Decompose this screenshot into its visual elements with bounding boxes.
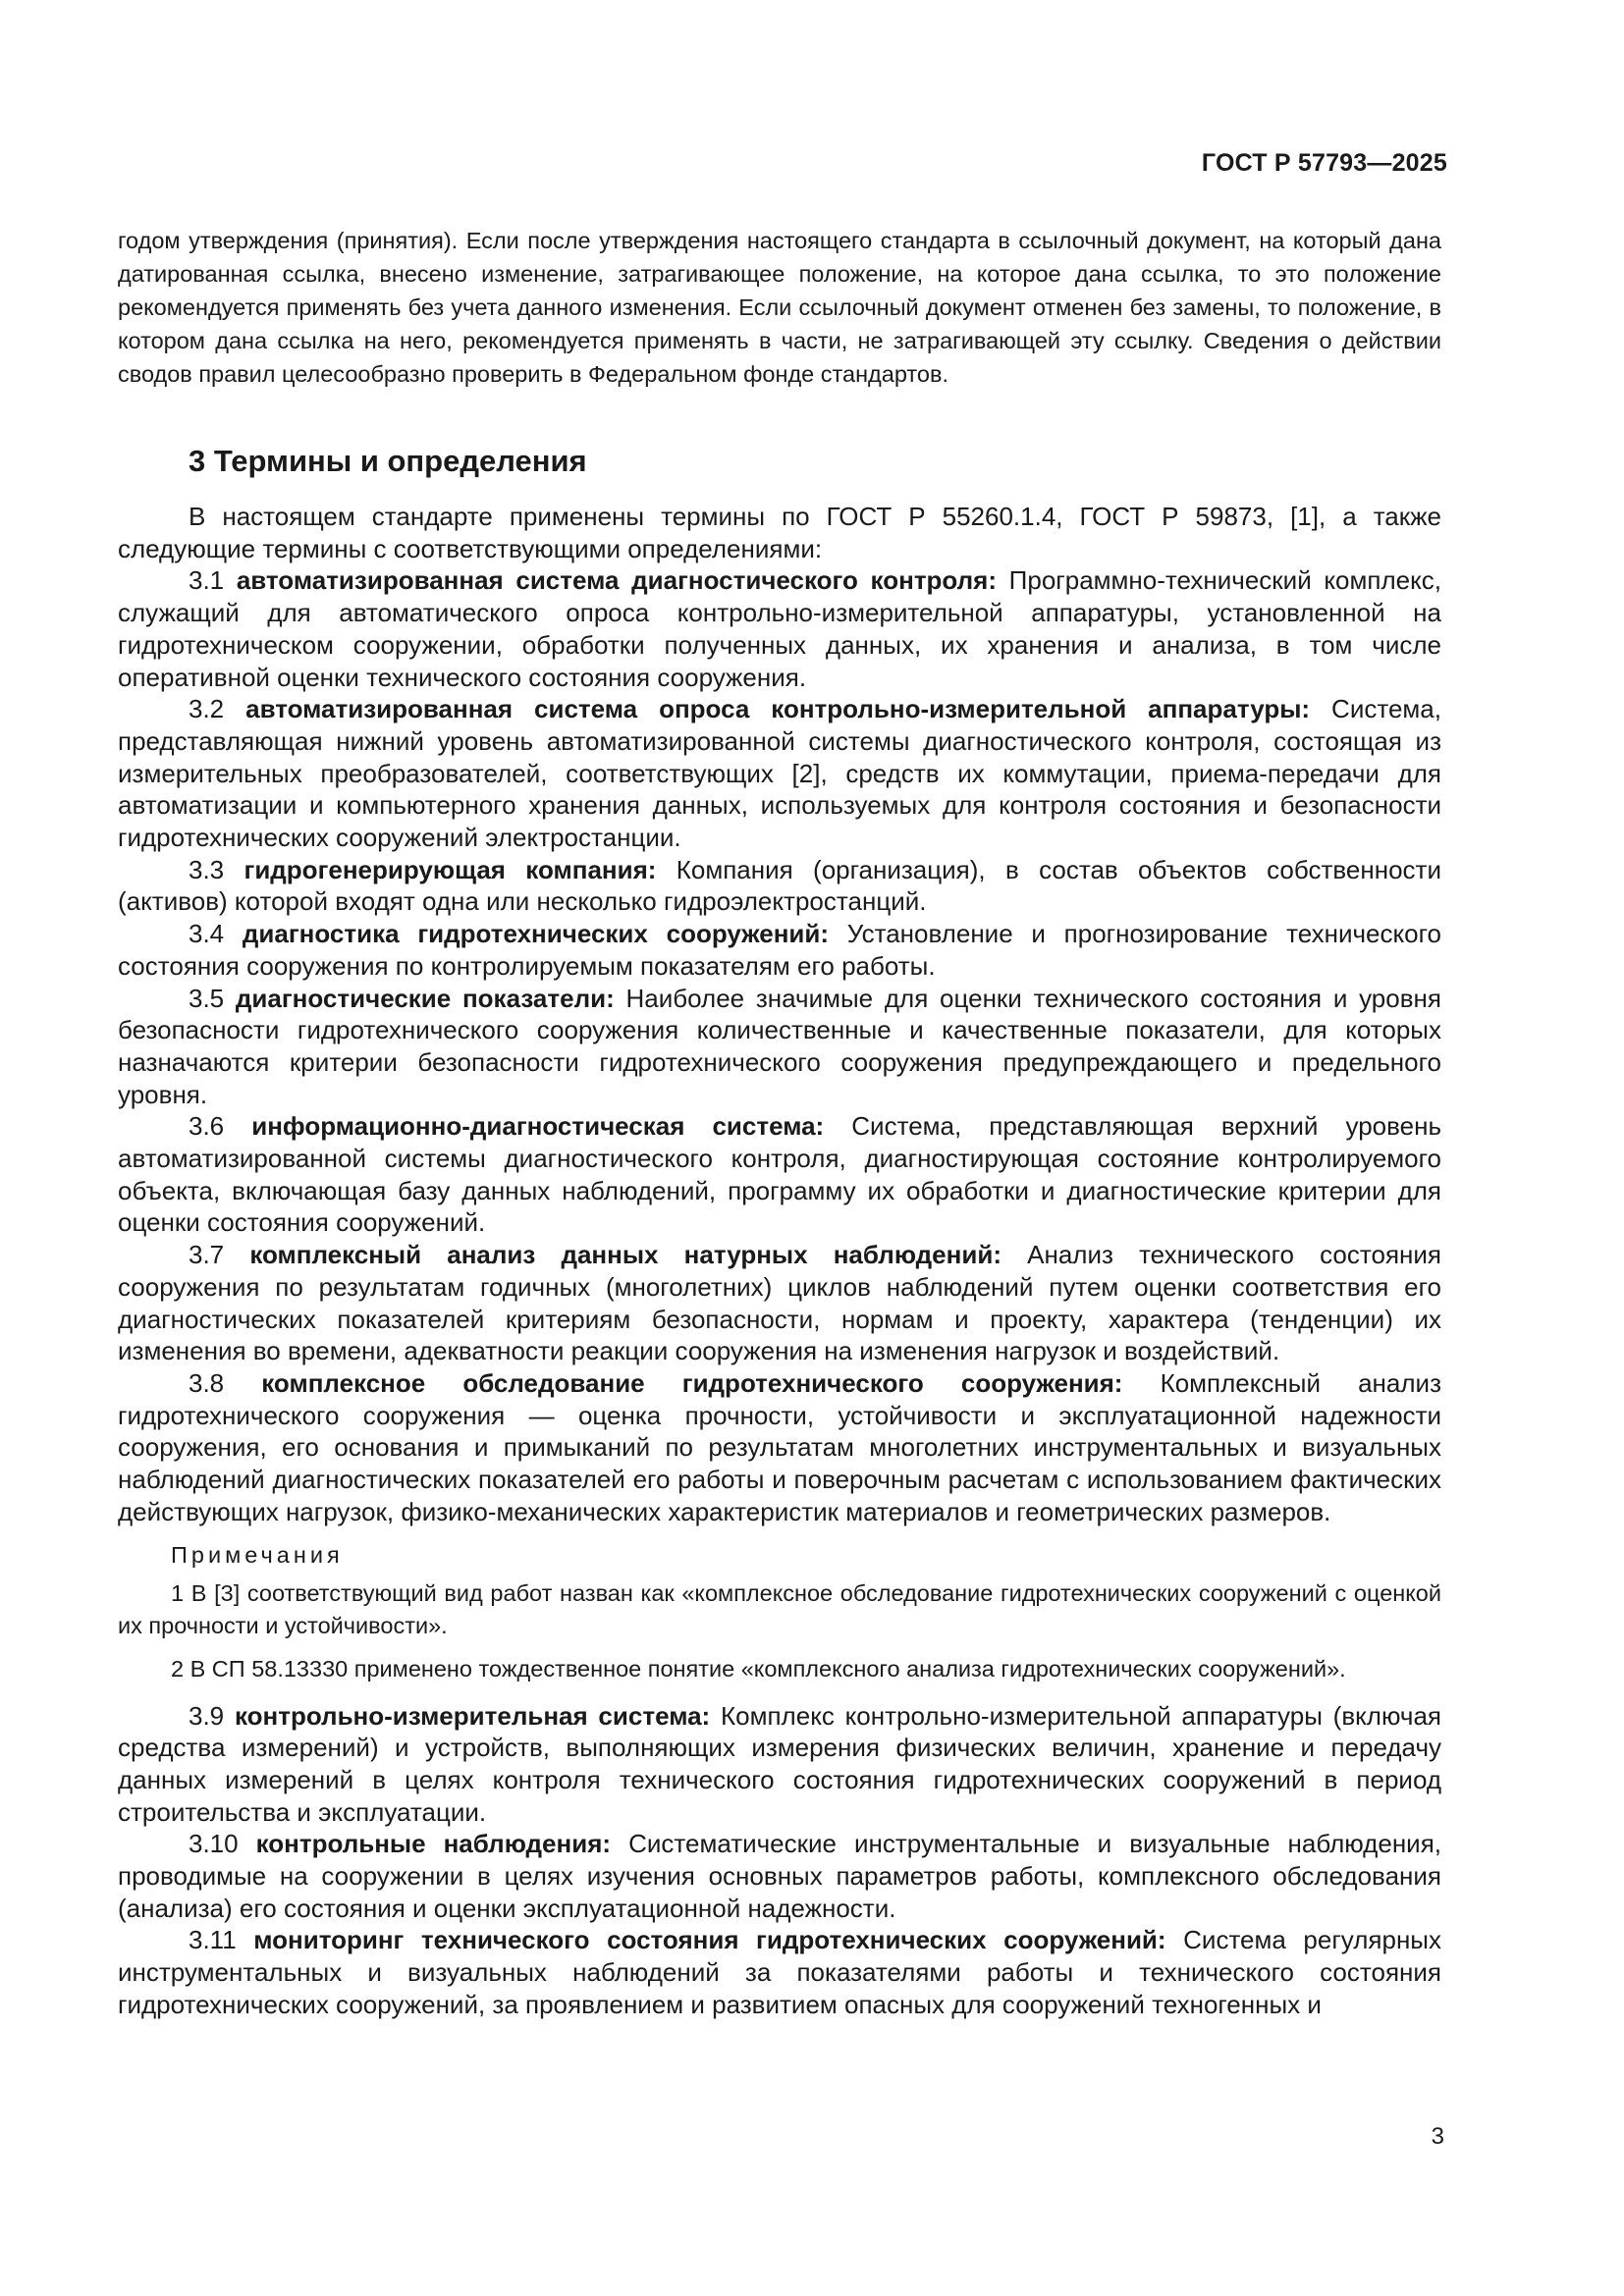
term-paragraph-3-10 xyxy=(118,1828,1441,1924)
term-paragraph-3-9 xyxy=(118,1700,1441,1829)
term-name: мониторинг технического состояния гидротехнических сооружений: xyxy=(253,1925,1166,1955)
term-name: комплексное обследование гидротехнического сооружения: xyxy=(261,1367,1123,1398)
term-definition: Компания (организация), в состав объектов собственности (активов) которой входят одна или несколько гидроэлектростанций. xyxy=(118,854,1441,917)
term-number: 3.11 xyxy=(189,1925,237,1955)
term-number: 3.1 xyxy=(189,565,225,596)
term-definition: Анализ технического состояния сооружения по результатам годичных (многолетних) циклов наблюдений путем оценки соответствия его диагностических показателей критериям безопасности, нормам и проекту, характера (тенденции) их изменения во времени, адекватности реакции сооружения на изменения нагрузок и воздействий. xyxy=(118,1240,1441,1366)
term-number: 3.2 xyxy=(189,694,225,724)
intro-paragraph: годом утверждения (принятия). Если после утверждения настоящего стандарта в ссылочный документ, на который дана датированная ссылка, внесено изменение, затрагивающее положение, на которое дана ссылка, то это положение рекомендуется применять без учета данного изменения. Если ссылочный документ отменен без замены, то положение, в котором дана ссылка на него, рекомендуется применять в части, не затрагивающей эту ссылку. Сведения о действии сводов правил целесообразно проверить в Федеральном фонде стандартов. xyxy=(118,228,1441,387)
term-definition: Систематические инструментальные и визуальные наблюдения, проводимые на сооружении в целях изучения основных параметров работы, комплексного обследования (анализа) его состояния и оценки эксплуатационной надежности. xyxy=(118,1829,1442,1923)
term-number: 3.3 xyxy=(189,854,225,884)
term-number: 3.8 xyxy=(189,1367,225,1398)
term-paragraph-3-3 xyxy=(118,854,1441,918)
term-definition: Комплекс контрольно-измерительной аппаратуры (включая средства измерений) и устройств, выполняющих измерения физических величин, хранение и передачу данных измерений в целях контроля технического состояния гидротехнических сооружений в период строительства и эксплуатации. xyxy=(118,1700,1441,1827)
term-name: автоматизированная система опроса контрольно-измерительной аппаратуры: xyxy=(245,694,1311,724)
term-number: 3.10 xyxy=(189,1829,239,1859)
term-definition: Установление и прогнозирование технического состояния сооружения по контролируемым показателям его работы. xyxy=(118,919,1441,981)
term-number: 3.7 xyxy=(189,1240,225,1270)
term-name: гидрогенерирующая компания: xyxy=(244,854,657,884)
term-definition: Система, представляющая нижний уровень автоматизированной системы диагностического контроля, состоящая из измерительных преобразователей, соответствующих [2], средств их коммутации, приема-передачи для автоматизации и компьютерного хранения данных, используемых для контроля состояния и безопасности гидротехнических сооружений электростанции. xyxy=(118,694,1441,853)
note-item: 1 В [3] соответствующий вид работ назван как «комплексное обследование гидротехнических сооружений с оценкой их прочности и устойчивости». xyxy=(118,1579,1441,1638)
page-content xyxy=(118,224,1441,2021)
notes-block xyxy=(118,1539,1441,1685)
section-lead-paragraph: В настоящем стандарте применены термины по ГОСТ Р 55260.1.4, ГОСТ Р 59873, [1], а также следующие термины с соответствующими определениями: xyxy=(118,502,1441,563)
term-paragraph-3-5 xyxy=(118,983,1441,1111)
term-definition: Система регулярных инструментальных и визуальных наблюдений за показателями работы и технического состояния гидротехнических сооружений, за проявлением и развитием опасных для сооружений техногенных и xyxy=(118,1925,1441,2019)
term-paragraph-3-8 xyxy=(118,1367,1441,1528)
notes-title: Примечания xyxy=(171,1541,344,1568)
term-name: контрольно-измерительная система: xyxy=(234,1700,711,1731)
term-definition: Программно-технический комплекс, служащий для автоматического опроса контрольно-измерительной аппаратуры, установленной на гидротехническом сооружении, обработки полученных данных, их хранения и анализа, в том числе оперативной оценки технического состояния сооружения. xyxy=(118,565,1441,692)
term-paragraph-3-6 xyxy=(118,1110,1441,1239)
term-paragraph-3-4 xyxy=(118,918,1441,982)
section-body xyxy=(118,501,1441,2021)
term-name: комплексный анализ данных натурных наблюдений: xyxy=(249,1240,1001,1270)
term-paragraph-3-11 xyxy=(118,1924,1441,2020)
intro-paragraph-block xyxy=(118,224,1441,391)
section-title: 3 Термины и определения xyxy=(189,444,587,478)
term-definition: Система, представляющая верхний уровень автоматизированной системы диагностического контроля, диагностирующая состояние контролируемого объекта, включающая базу данных наблюдений, программу их обработки и диагностические критерии для оценки состояния сооружений. xyxy=(118,1111,1442,1238)
term-number: 3.9 xyxy=(189,1700,225,1731)
term-name: автоматизированная система диагностического контроля: xyxy=(236,565,998,596)
term-name: диагностические показатели: xyxy=(235,983,615,1013)
term-number: 3.6 xyxy=(189,1111,225,1142)
note-item: 2 В СП 58.13330 применено тождественное понятие «комплексного анализа гидротехнических сооружений». xyxy=(171,1655,1346,1682)
page-number: 3 xyxy=(1431,2123,1444,2150)
term-definition: Комплексный анализ гидротехнического сооружения — оценка прочности, устойчивости и эксплуатационной надежности сооружения, его основания и примыканий по результатам многолетних инструментальных и визуальных наблюдений диагностических показателей его работы и поверочным расчетам с использованием фактических действующих нагрузок, физико-механических характеристик материалов и геометрических размеров. xyxy=(118,1367,1441,1526)
term-number: 3.5 xyxy=(189,983,225,1013)
term-name: информационно-диагностическая система: xyxy=(251,1111,825,1142)
term-paragraph-3-7 xyxy=(118,1239,1441,1367)
term-paragraph-3-2 xyxy=(118,693,1441,854)
term-name: контрольные наблюдения: xyxy=(255,1829,612,1859)
term-paragraph-3-1 xyxy=(118,564,1441,693)
term-definition: Наиболее значимые для оценки технического состояния и уровня безопасности гидротехнического сооружения количественные и качественные показатели, для которых назначаются критерии безопасности гидротехнического сооружения предупреждающего и предельного уровня. xyxy=(118,983,1441,1109)
document-code-header: ГОСТ Р 57793—2025 xyxy=(1201,149,1447,177)
term-name: диагностика гидротехнических сооружений: xyxy=(242,919,830,949)
term-number: 3.4 xyxy=(189,919,225,949)
